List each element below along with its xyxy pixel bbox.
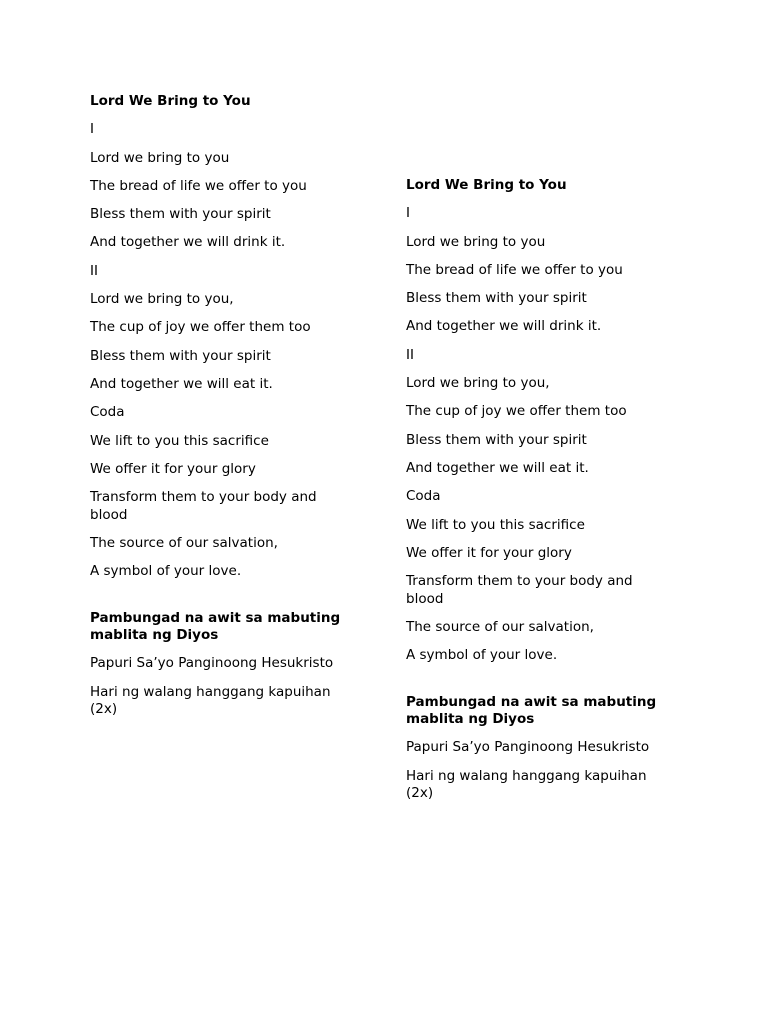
lyric-line: And together we will eat it. <box>90 375 273 392</box>
song-pambungad <box>406 694 671 803</box>
lyric-line: Coda <box>406 488 441 505</box>
lyric-line: Transform them to your body and blood <box>90 489 317 523</box>
lyric-line: Hari ng walang hanggang kapuihan (2x) <box>406 767 647 802</box>
lyric-line: I <box>406 205 410 222</box>
lyric-line: A symbol of your love. <box>406 647 558 664</box>
song-lord-we-bring-to-you <box>406 177 671 665</box>
lyric-line: II <box>90 262 98 279</box>
left-column <box>90 93 355 729</box>
lyric-line: And together we will eat it. <box>406 459 589 476</box>
song-pambungad <box>90 610 355 719</box>
lyric-line: Lord we bring to you <box>90 149 230 166</box>
lyric-line: II <box>406 346 414 363</box>
lyric-line: Bless them with your spirit <box>90 206 271 223</box>
lyric-line: Lord we bring to you, <box>406 375 550 392</box>
lyric-line: I <box>90 121 94 138</box>
song-lord-we-bring-to-you <box>90 93 355 581</box>
lyric-line: We lift to you this sacrifice <box>406 516 585 533</box>
lyric-line: We lift to you this sacrifice <box>90 432 269 449</box>
lyric-line: The bread of life we offer to you <box>406 261 623 278</box>
lyric-line: Lord we bring to you <box>406 233 546 250</box>
lyric-line: Hari ng walang hanggang kapuihan (2x) <box>90 683 331 718</box>
lyric-line: Papuri Sa’yo Panginoong Hesukristo <box>90 655 334 672</box>
lyric-line: The cup of joy we offer them too <box>406 403 627 420</box>
lyric-line: And together we will drink it. <box>406 318 602 335</box>
lyric-line: The bread of life we offer to you <box>90 177 307 194</box>
song-title: Pambungad na awit sa mabuting mablita ng Diyos <box>90 609 341 644</box>
lyric-line: The cup of joy we offer them too <box>90 319 311 336</box>
lyric-line: Papuri Sa’yo Panginoong Hesukristo <box>406 739 650 756</box>
song-title: Lord We Bring to You <box>406 177 567 193</box>
section-spacer <box>406 676 671 694</box>
lyric-line: Bless them with your spirit <box>406 290 587 307</box>
lyric-line: A symbol of your love. <box>90 563 242 580</box>
section-spacer <box>90 592 355 610</box>
lyric-line: And together we will drink it. <box>90 234 286 251</box>
lyric-line: The source of our salvation, <box>90 534 278 551</box>
lyric-line: We offer it for your glory <box>90 460 256 477</box>
lyric-line: Transform them to your body and blood <box>406 573 633 607</box>
right-column <box>406 177 671 813</box>
lyric-line: Bless them with your spirit <box>406 431 587 448</box>
song-title: Lord We Bring to You <box>90 93 251 109</box>
lyric-line: The source of our salvation, <box>406 618 594 635</box>
lyric-line: We offer it for your glory <box>406 544 572 561</box>
lyric-line: Coda <box>90 404 125 421</box>
lyric-line: Lord we bring to you, <box>90 291 234 308</box>
lyric-line: Bless them with your spirit <box>90 347 271 364</box>
song-title: Pambungad na awit sa mabuting mablita ng Diyos <box>406 693 657 728</box>
